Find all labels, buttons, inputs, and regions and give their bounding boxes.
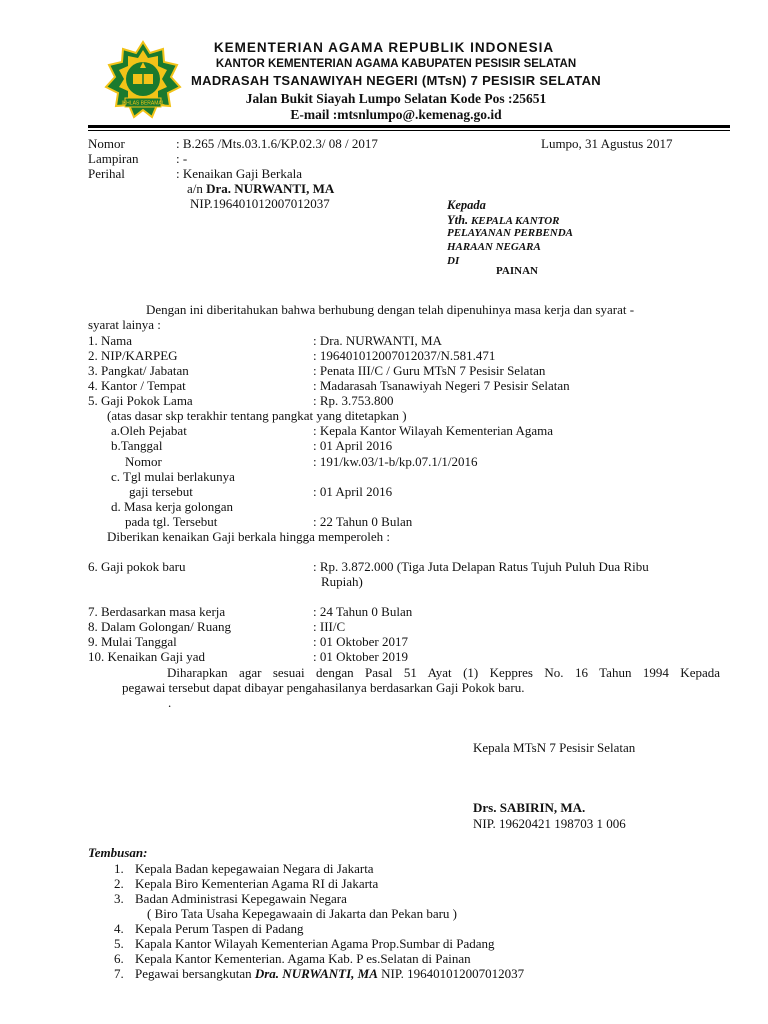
an-name: Dra. NURWANTI, MA [206, 181, 335, 196]
tembusan-num: 7. [114, 966, 124, 981]
recipient-line2: PELAYANAN PERBENDA [447, 227, 574, 239]
perihal-value: : Kenaikan Gaji Berkala [176, 166, 302, 181]
tembusan-num: 3. [114, 891, 124, 906]
kepada: Kepada [447, 198, 486, 212]
tembusan-last-suffix: NIP. 196401012007012037 [377, 966, 525, 981]
sk-nomor-value: : 191/kw.03/1-b/kp.07.1/1/2016 [313, 454, 478, 469]
intro-line1: Dengan ini diberitahukan bahwa berhubung dengan telah dipenuhinya masa kerja dan syarat - [146, 302, 635, 317]
tgl-mulai-label1: c. Tgl mulai berlakunya [111, 469, 235, 484]
item2-value: : III/C [313, 619, 346, 634]
item2-label: 10. Kenaikan Gaji yad [88, 649, 205, 664]
closing-line2: pegawai tersebut dapat dibayar pengahasilanya berdasarkan Gaji Pokok baru. [122, 680, 525, 695]
letter-date: Lumpo, 31 Agustus 2017 [541, 136, 673, 151]
nomor-value: : B.265 /Mts.03.1.6/KP.02.3/ 08 / 2017 [176, 136, 378, 151]
recipient-line3: HARAAN NEGARA [447, 241, 541, 253]
intro-line2: syarat lainya : [88, 317, 161, 332]
nomor-label: Nomor [88, 136, 125, 151]
yth-line1: KEPALA KANTOR [468, 215, 560, 227]
signature-title: Kepala MTsN 7 Pesisir Selatan [473, 740, 636, 755]
tembusan-last-prefix: Pegawai bersangkutan [135, 966, 255, 981]
item-value: : 196401012007012037/N.581.471 [313, 348, 496, 363]
tembusan-num: 2. [114, 876, 124, 891]
masa-value: : 22 Tahun 0 Bulan [313, 514, 413, 529]
letterhead-school: MADRASAH TSANAWIYAH NEGERI (MTsN) 7 PESISIR SELATAN [191, 73, 601, 88]
lampiran-label: Lampiran [88, 151, 139, 166]
masa-label1: d. Masa kerja golongan [111, 499, 234, 514]
item-label: 5. Gaji Pokok Lama [88, 393, 193, 408]
an-prefix: a/n [187, 181, 207, 196]
recipient-line4: DI [447, 255, 460, 267]
tembusan-item-last [135, 966, 524, 981]
tembusan-item: Kepala Perum Taspen di Padang [135, 921, 304, 936]
sk-nomor-label: Nomor [125, 454, 162, 469]
tembusan-num: 5. [114, 936, 124, 951]
letterhead-ministry: KEMENTERIAN AGAMA REPUBLIK INDONESIA [213, 40, 555, 55]
header-rule-thin [88, 130, 730, 131]
letterhead-office: KANTOR KEMENTERIAN AGAMA KABUPATEN PESISIR SELATAN [215, 58, 577, 70]
diberikan: Diberikan kenaikan Gaji berkala hingga memperoleh : [107, 529, 391, 544]
tembusan-num: 1. [114, 861, 124, 876]
tgl-mulai-value: : 01 April 2016 [313, 484, 393, 499]
tembusan-item: Kepala Biro Kementerian Agama RI di Jakarta [135, 876, 379, 891]
item-label: 4. Kantor / Tempat [88, 378, 186, 393]
tembusan-item: Kepala Badan kepegawaian Negara di Jakarta [135, 861, 374, 876]
closing-line1: Diharapkan agar sesuai dengan Pasal 51 Ayat (1) Keppres No. 16 Tahun 1994 Kepada [167, 665, 720, 680]
item2-label: 8. Dalam Golongan/ Ruang [88, 619, 231, 634]
perihal-label: Perihal [88, 166, 125, 181]
item2-value: : 01 Oktober 2019 [313, 649, 408, 664]
letterhead-email: E-mail :mtsnlumpo@.kemenag.go.id [290, 107, 502, 122]
closing-dot: . [168, 695, 172, 710]
item2-value: : 01 Oktober 2017 [313, 634, 408, 649]
item-label: 3. Pangkat/ Jabatan [88, 363, 189, 378]
tembusan-num: 4. [114, 921, 124, 936]
skp-note: (atas dasar skp terakhir tentang pangkat yang ditetapkan ) [107, 408, 407, 423]
oleh-value: : Kepala Kantor Wilayah Kementerian Agama [313, 423, 554, 438]
item-value: : Rp. 3.753.800 [313, 393, 394, 408]
tembusan-heading: Tembusan: [88, 845, 148, 860]
tgl-mulai-label2: gaji tersebut [129, 484, 193, 499]
masa-label2: pada tgl. Tersebut [125, 514, 218, 529]
item-value: : Dra. NURWANTI, MA [313, 333, 442, 348]
item-value: : Madarasah Tsanawiyah Negeri 7 Pesisir Selatan [313, 378, 570, 393]
lampiran-value: : - [176, 151, 188, 166]
tembusan-item: Kapala Kantor Wilayah Kementerian Agama Prop.Sumbar di Padang [135, 936, 495, 951]
item2-label: 7. Berdasarkan masa kerja [88, 604, 226, 619]
gaji-baru-value1: : Rp. 3.872.000 (Tiga Juta Delapan Ratus Tujuh Puluh Dua Ribu [313, 559, 649, 574]
yth: Yth. [447, 213, 469, 227]
item2-value: : 24 Tahun 0 Bulan [313, 604, 413, 619]
tembusan-item: Badan Administrasi Kepegawain Negara [135, 891, 347, 906]
item-label: 2. NIP/KARPEG [88, 348, 178, 363]
perihal-an [187, 181, 334, 196]
tembusan-num: 6. [114, 951, 124, 966]
tembusan-item-sub: ( Biro Tata Usaha Kepegawaain di Jakarta dan Pekan baru ) [147, 906, 458, 921]
gaji-baru-label: 6. Gaji pokok baru [88, 559, 186, 574]
item-label: 1. Nama [88, 333, 133, 348]
logo-text: IKHLAS BERAMAL [121, 100, 165, 107]
tembusan-item: Kepala Kantor Kementerian. Agama Kab. P es.Selatan di Painan [135, 951, 471, 966]
item2-label: 9. Mulai Tanggal [88, 634, 177, 649]
recipient-line5: PAINAN [496, 265, 538, 277]
perihal-nip: NIP.196401012007012037 [190, 196, 330, 211]
tanggal-value: : 01 April 2016 [313, 438, 393, 453]
item-value: : Penata III/C / Guru MTsN 7 Pesisir Selatan [313, 363, 546, 378]
gaji-baru-value2: Rupiah) [321, 574, 363, 589]
signature-nip: NIP. 19620421 198703 1 006 [473, 816, 626, 831]
signature-name: Drs. SABIRIN, MA. [473, 800, 586, 815]
tanggal-label: b.Tanggal [111, 438, 163, 453]
header-rule-thick [88, 125, 730, 128]
tembusan-last-name: Dra. NURWANTI, MA [254, 966, 378, 981]
oleh-label: a.Oleh Pejabat [111, 423, 187, 438]
letterhead-address: Jalan Bukit Siayah Lumpo Selatan Kode Pos :25651 [245, 91, 547, 106]
